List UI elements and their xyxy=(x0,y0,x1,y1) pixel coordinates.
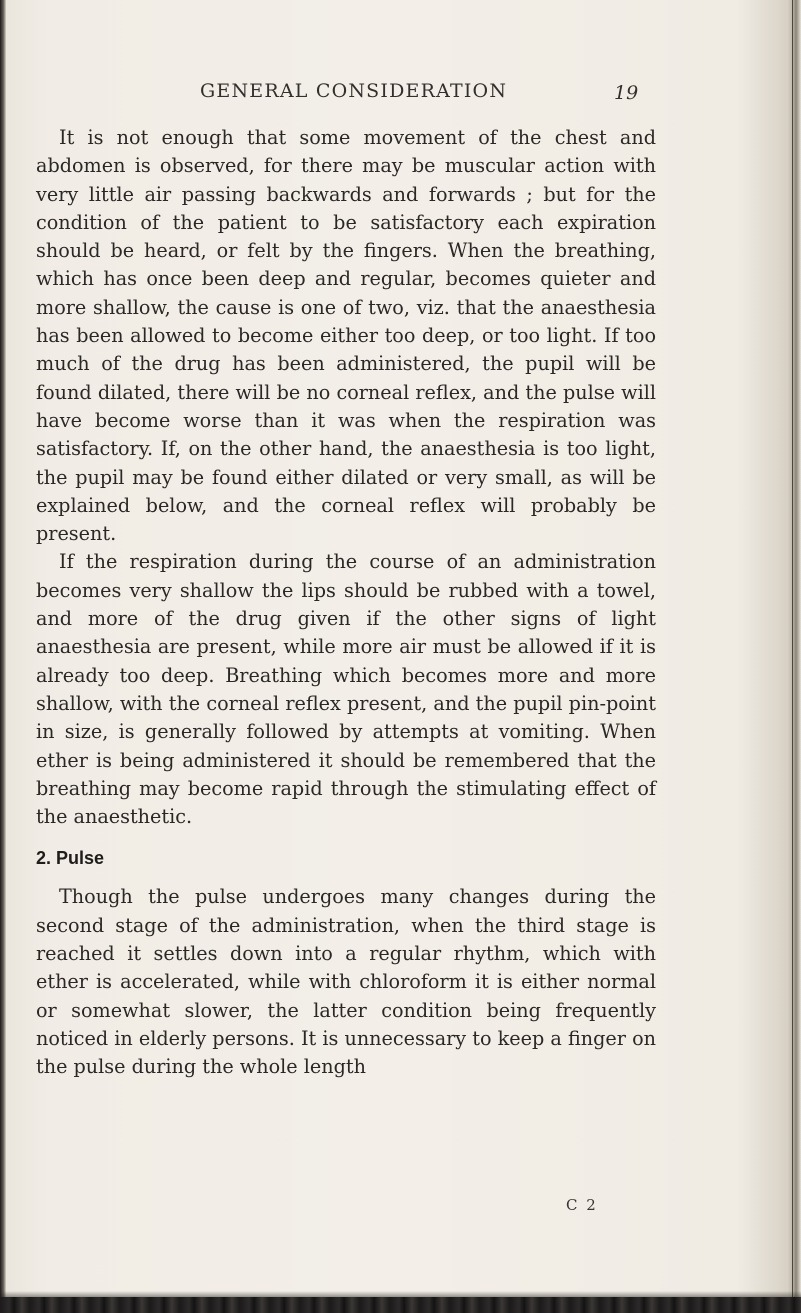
scan-bottom-band xyxy=(0,1297,801,1313)
page-left-edge-shadow xyxy=(0,0,6,1313)
paragraph-breathing-signs: It is not enough that some movement of the chest and abdomen is observed, for there may be muscular action with very little air passing backwards and forwards ; but for the condition of the patient to be satisfactory each expiration should be heard, or felt by the fingers. When the breathing, which has once been deep and regular, becomes quieter and more shallow, the cause is one of two, viz. that the anaesthesia has been allowed to become either too deep, or too light. If too much of the drug has been administered, the pupil will be found dilated, there will be no corneal reflex, and the pulse will have become worse than it was when the respiration was satisfactory. If, on the other hand, the anaesthesia is too light, the pupil may be found either dilated or very small, as will be explained below, and the corneal reflex will probably be present. xyxy=(36,126,656,546)
page-header xyxy=(0,80,801,110)
page-number: 19 xyxy=(614,82,639,104)
paragraph-pulse: Though the pulse undergoes many changes during the second stage of the administration, when the third stage is reached it settles down into a regular rhythm, which with ether is accelerated, while with chloroform it is either normal or somewhat slower, the latter condition being frequently noticed in elderly persons. It is unnecessary to keep a finger on the pulse during the whole length xyxy=(36,885,656,1079)
section-heading-pulse: 2. Pulse xyxy=(36,848,105,869)
paragraph-shallow-respiration: If the respiration during the course of an administration becomes very shallow the lips should be rubbed with a towel, and more of the drug given if the other signs of light anaesthesia are present, while more air must be allowed if it is already too deep. Breathing which becomes more and more shallow, with the corneal reflex present, and the pupil pin-point in size, is generally followed by attempts at vomiting. When ether is being administered it should be remembered that the breathing may become rapid through the stimulating effect of the anaesthetic. xyxy=(36,550,656,829)
page-right-edge xyxy=(787,0,801,1313)
page-right-edge-line xyxy=(792,0,793,1313)
body-text xyxy=(36,124,656,1082)
signature-mark: C 2 xyxy=(566,1196,598,1214)
running-head: GENERAL CONSIDERATION xyxy=(200,80,508,102)
